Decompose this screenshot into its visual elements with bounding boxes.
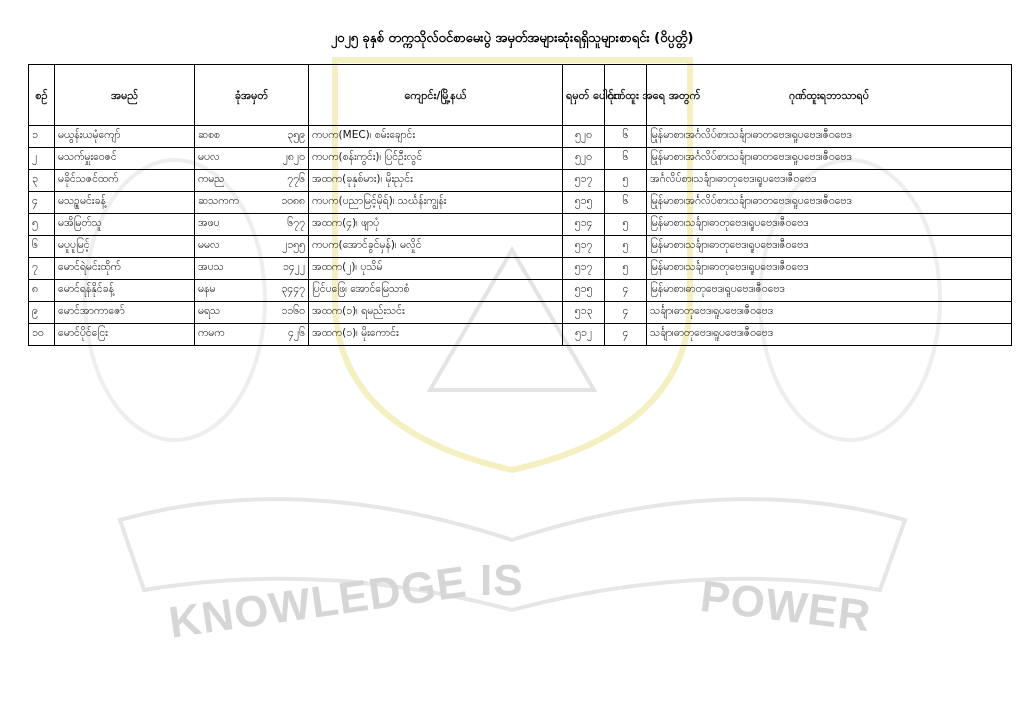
cell-roll [195,170,309,192]
cell-roll [195,148,309,170]
cell-roll [195,280,309,302]
header-roll: ခုံအမှတ် [195,65,309,126]
cell-distinction-count: ၅ [605,170,647,192]
cell-roll-prefix: အဖပ [198,217,220,229]
header-distinction-subjects: ဂုဏ်ထူးရဘာသာရပ် [647,65,1012,126]
cell-distinction-count: ၅ [605,258,647,280]
table-row [29,170,1012,192]
cell-roll-number: ၁၀၈၈ [281,195,305,207]
cell-roll [195,258,309,280]
cell-distinction-subjects: မြန်မာစာ၊အင်္ဂလိပ်စာ၊သင်္ချာ၊ဓာတုဗေဒ၊ရူပဗေဒ၊ဇီဝဗေဒ [647,148,1012,170]
header-name: အမည် [55,65,195,126]
cell-distinction-count: ၅ [605,214,647,236]
cell-name: မောင်အာကာဇော် [55,302,195,324]
cell-roll-prefix: ဆစစ [198,129,220,141]
cell-roll-prefix: မပလ [198,151,220,163]
cell-distinction-subjects: မြန်မာစာ၊သင်္ချာ၊ဓာတုဗေဒ၊ရူပဗေဒ၊ဇီဝဗေဒ [647,214,1012,236]
cell-no: ၂ [29,148,55,170]
cell-name: မအိမြတ်သူ [55,214,195,236]
watermark-knowledge: KNOWLEDGE [165,557,470,648]
cell-roll-number: ၄၂၆ [288,327,305,339]
table-row [29,126,1012,148]
cell-name: မောင်ပိုင်ငြေး [55,324,195,346]
cell-roll-prefix: ဆသကက [198,195,239,207]
cell-name: မသဥ္စမင်းခန့် [55,192,195,214]
cell-name: မခိုင်သဇင်ထက် [55,170,195,192]
cell-no: ၁ [29,126,55,148]
watermark-is: IS [480,556,524,605]
cell-distinction-subjects: အင်္ဂလိပ်စာ၊သင်္ချာ၊ဓာတုဗေဒ၊ရူပဗေဒ၊ဇီဝဗေဒ [647,170,1012,192]
cell-marks: ၅၁၇ [563,236,605,258]
cell-roll-number: ၃၅၉ [287,129,305,141]
cell-school: အထက(၁)၊ ရမည်းသင်း [309,302,563,324]
cell-roll [195,192,309,214]
cell-roll-number: ၂၈၂၀ [282,151,305,163]
cell-marks: ၅၁၃ [563,302,605,324]
cell-marks: ၅၁၅ [563,192,605,214]
cell-distinction-subjects: မြန်မာစာ၊ဓာတုဗေဒ၊ရူပဗေဒ၊ဇီဝဗေဒ [647,280,1012,302]
header-school: ကျောင်း/မြို့နယ် [309,65,563,126]
cell-distinction-subjects: မြန်မာစာ၊သင်္ချာ၊ဓာတုဗေဒ၊ရူပဗေဒ၊ဇီဝဗေဒ [647,258,1012,280]
cell-distinction-count: ၆ [605,192,647,214]
cell-no: ၃ [29,170,55,192]
cell-marks: ၅၁၇ [563,170,605,192]
cell-distinction-subjects: မြန်မာစာ၊အင်္ဂလိပ်စာ၊သင်္ချာ၊ဓာတုဗေဒ၊ရူပဗေဒ၊ဇီဝဗေဒ [647,126,1012,148]
cell-school: ကပက(စန်းကွင်း)၊ ပြင်ဦးလွင် [309,148,563,170]
cell-marks: ၅၁၇ [563,258,605,280]
cell-school: အထက(၂)၊ ပုသိမ် [309,258,563,280]
table-row [29,258,1012,280]
page-title: ၂၀၂၅ ခုနှစ် တက္ကသိုလ်ဝင်စာမေးပွဲ အမှတ်အများဆုံးရရှိသူများစာရင်း (ဝိပ္ပတ္တိ) [330,31,694,46]
cell-school: အထက(၄)၊ ဖျာပုံ [309,214,563,236]
cell-roll-prefix: ကမက [198,327,225,339]
cell-distinction-count: ၄ [605,302,647,324]
cell-roll [195,324,309,346]
cell-roll-number: ၃၄၄၇ [281,283,305,295]
cell-no: ၁၀ [29,324,55,346]
cell-roll-number: ၁၄၂၂ [282,261,305,273]
cell-no: ၈ [29,280,55,302]
cell-school: ပြင်ပဖြေ၊ အောင်မြေသာစံ [309,280,563,302]
cell-roll [195,236,309,258]
cell-no: ၄ [29,192,55,214]
cell-marks: ၅၁၅ [563,280,605,302]
cell-distinction-count: ၄ [605,324,647,346]
table-row [29,148,1012,170]
table-row [29,280,1012,302]
cell-roll-prefix: အပသ [198,261,224,273]
cell-school: အထက(ခုနှစ်မား)၊ မိုးညှင်း [309,170,563,192]
cell-name: မပူပူမြင့် [55,236,195,258]
table-row [29,236,1012,258]
cell-roll [195,302,309,324]
cell-no: ၇ [29,258,55,280]
cell-distinction-count: ၆ [605,126,647,148]
table-row [29,302,1012,324]
header-distinction-count: ဂုဏ်ထူး အရေ အတွက် [605,65,647,126]
cell-marks: ၅၁၄ [563,214,605,236]
cell-no: ၉ [29,302,55,324]
cell-roll-prefix: မမလ [198,239,220,251]
results-table [28,64,1012,346]
cell-school: ကပက(အောင်ခွင်မှန်)၊ မလှိုင် [309,236,563,258]
cell-marks: ၅၁၂ [563,324,605,346]
cell-distinction-count: ၄ [605,280,647,302]
table-row [29,324,1012,346]
cell-school: ကပက(ပညာမြင့်မိုရ်)၊ သင်္ဃန်းကျွန်း [309,192,563,214]
cell-roll-number: ၁၁၆၀ [281,305,305,317]
header-no: စဉ် [29,65,55,126]
cell-marks: ၅၂၀ [563,126,605,148]
cell-distinction-count: ၅ [605,236,647,258]
table-row [29,214,1012,236]
table-row [29,192,1012,214]
cell-distinction-subjects: မြန်မာစာ၊သင်္ချာ၊ဓာတုဗေဒ၊ရူပဗေဒ၊ဇီဝဗေဒ [647,236,1012,258]
cell-name: မယွန်းယမုံကျော် [55,126,195,148]
cell-distinction-subjects: မြန်မာစာ၊အင်္ဂလိပ်စာ၊သင်္ချာ၊ဓာတုဗေဒ၊ရူပဗေဒ၊ဇီဝဗေဒ [647,192,1012,214]
cell-distinction-subjects: သင်္ချာ၊ဓာတုဗေဒ၊ရူပဗေဒ၊ဇီဝဗေဒ [647,324,1012,346]
cell-roll-prefix: မရသ [198,305,221,317]
cell-name: မောင်ရန်နိုင်ခန့် [55,280,195,302]
cell-roll [195,126,309,148]
cell-roll-prefix: မနမ [198,283,216,295]
cell-school: အထက(၁)၊ မိုးကောင်း [309,324,563,346]
cell-school: ကပက(MEC)၊ စမ်းချောင်း [309,126,563,148]
cell-roll [195,214,309,236]
cell-no: ၅ [29,214,55,236]
watermark-power: POWER [697,571,874,642]
cell-roll-number: ၇၇၆ [287,173,305,185]
cell-name: မောင်ရဲမင်းထိုက် [55,258,195,280]
cell-roll-prefix: ကမည [198,173,225,185]
cell-distinction-count: ၆ [605,148,647,170]
cell-roll-number: ၆၇၇ [287,217,305,229]
cell-roll-number: ၂၁၅၅ [282,239,305,251]
cell-marks: ၅၂၀ [563,148,605,170]
cell-no: ၆ [29,236,55,258]
cell-name: မသက်မှူးဝေဇင် [55,148,195,170]
header-marks: ရမှတ် ပေါင်း [563,65,605,126]
table-header-row [29,65,1012,126]
cell-distinction-subjects: သင်္ချာ၊ဓာတုဗေဒ၊ရူပဗေဒ၊ဇီဝဗေဒ [647,302,1012,324]
